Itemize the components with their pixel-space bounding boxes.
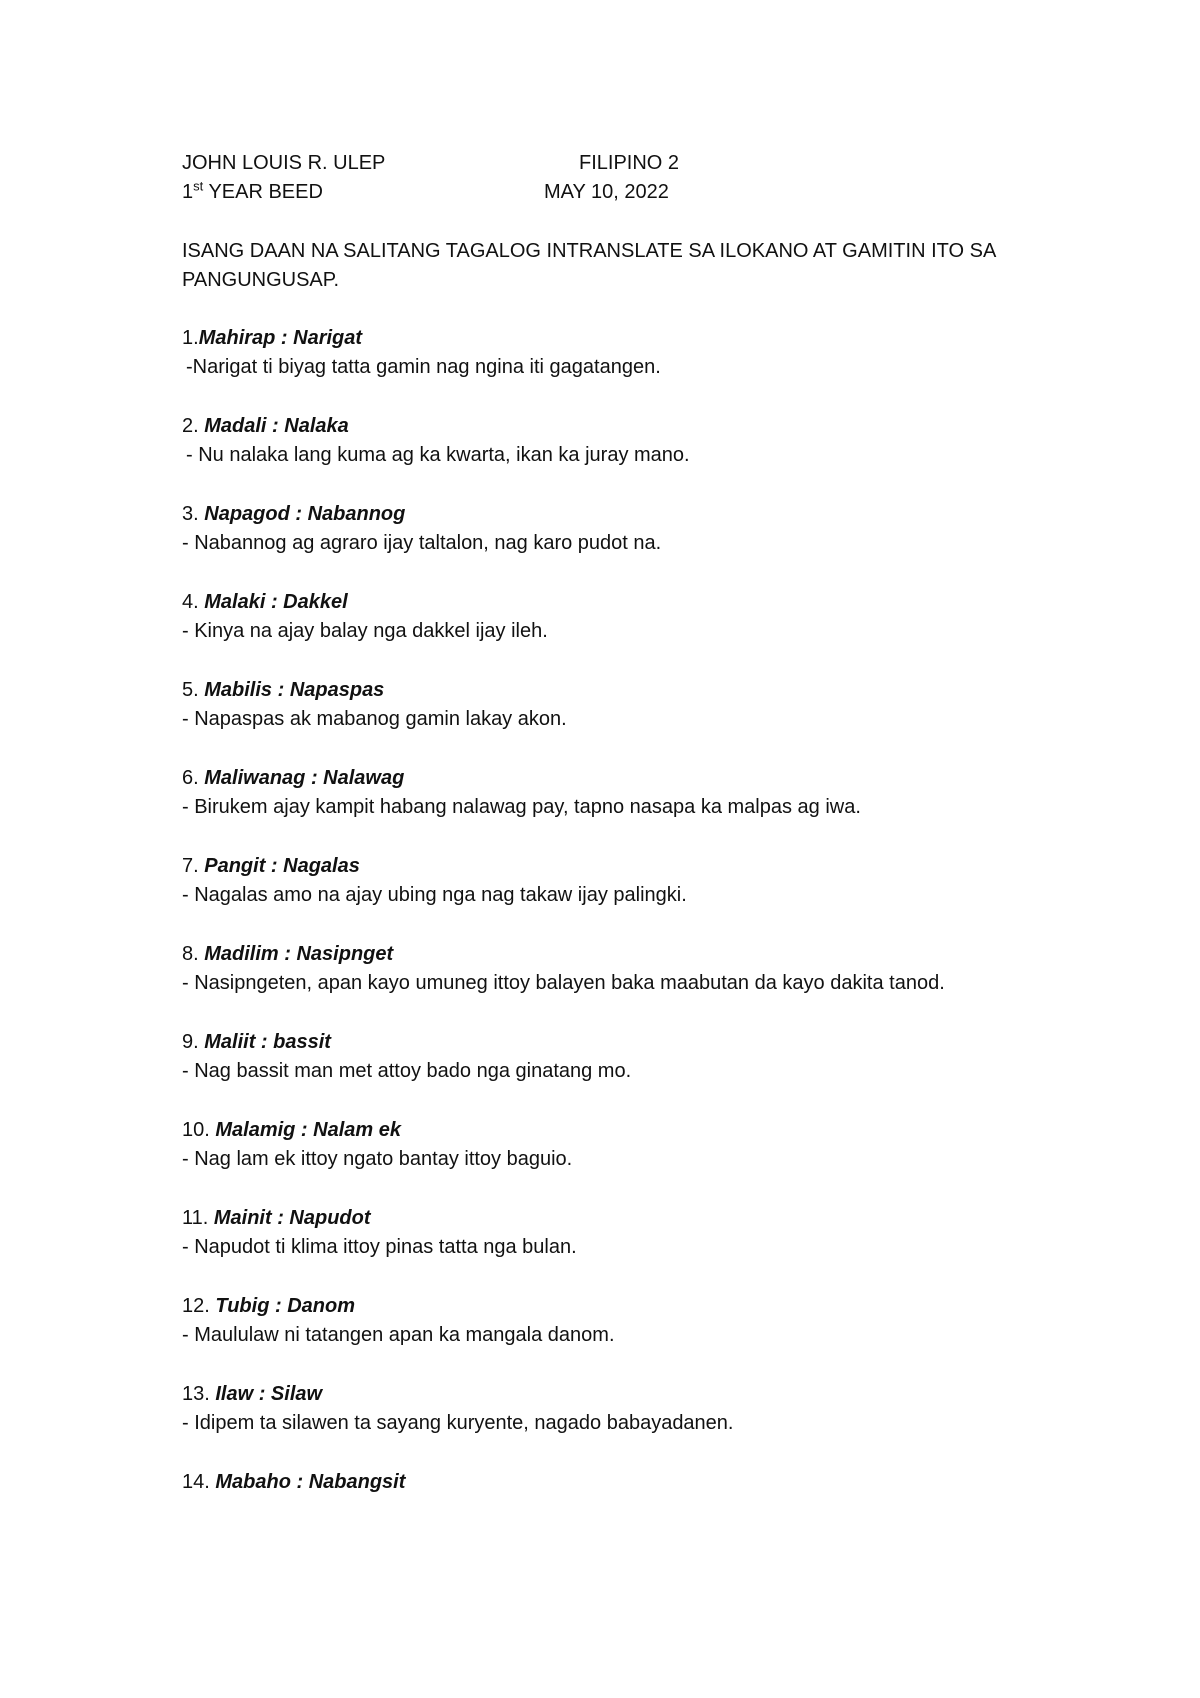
instructions: ISANG DAAN NA SALITANG TAGALOG INTRANSLATE SA ILOKANO AT GAMITIN ITO SA PANGUNGUSAP. bbox=[182, 240, 996, 291]
entry-sentence: - Nag bassit man met attoy bado nga ginatang mo. bbox=[182, 1060, 632, 1082]
term-line bbox=[182, 1292, 1062, 1321]
entry-term: Ilaw : Silaw bbox=[215, 1383, 323, 1405]
entry-sentence: -Narigat ti biyag tatta gamin nag ngina iti gagatangen. bbox=[186, 356, 661, 378]
entry-6 bbox=[182, 764, 1062, 822]
entry-number: 5. bbox=[182, 679, 205, 701]
term-line bbox=[182, 500, 1062, 529]
entry-number: 8. bbox=[182, 943, 205, 965]
entry-sentence: - Idipem ta silawen ta sayang kuryente, nagado babayadanen. bbox=[182, 1412, 734, 1434]
entry-9 bbox=[182, 1028, 1062, 1086]
year-prefix: 1 bbox=[182, 181, 194, 203]
year-level bbox=[182, 178, 323, 207]
term-line bbox=[182, 852, 1062, 881]
entry-5 bbox=[182, 676, 1062, 734]
entry-sentence: - Napudot ti klima ittoy pinas tatta nga bulan. bbox=[182, 1236, 577, 1258]
entry-12 bbox=[182, 1292, 1062, 1350]
entry-number: 7. bbox=[182, 855, 205, 877]
entry-number: 13. bbox=[182, 1383, 216, 1405]
student-name: JOHN LOUIS R. ULEP bbox=[182, 152, 386, 174]
entry-term: Mainit : Napudot bbox=[213, 1207, 371, 1229]
term-line bbox=[182, 588, 1062, 617]
entry-13 bbox=[182, 1380, 1062, 1438]
entry-term: Tubig : Danom bbox=[215, 1295, 355, 1317]
entry-10 bbox=[182, 1116, 1062, 1174]
term-line bbox=[182, 1380, 1062, 1409]
entry-number: 6. bbox=[182, 767, 205, 789]
header-line-2 bbox=[182, 178, 1062, 207]
entry-number: 10. bbox=[182, 1119, 216, 1141]
term-line bbox=[182, 1204, 1062, 1233]
entry-number: 14. bbox=[182, 1471, 216, 1493]
entry-term: Madilim : Nasipnget bbox=[204, 943, 394, 965]
entry-sentence: - Maululaw ni tatangen apan ka mangala danom. bbox=[182, 1324, 615, 1346]
term-line bbox=[182, 764, 1062, 793]
subject: FILIPINO 2 bbox=[579, 152, 680, 174]
entry-sentence: - Napaspas ak mabanog gamin lakay akon. bbox=[182, 708, 567, 730]
entry-term: Maliit : bassit bbox=[204, 1031, 331, 1053]
year-suffix: st bbox=[193, 178, 204, 194]
date: MAY 10, 2022 bbox=[544, 181, 669, 203]
entry-7 bbox=[182, 852, 1062, 910]
entry-term: Mabaho : Nabangsit bbox=[215, 1471, 406, 1493]
entry-number: 4. bbox=[182, 591, 205, 613]
entry-sentence: - Nasipngeten, apan kayo umuneg ittoy balayen baka maabutan da kayo dakita tanod. bbox=[182, 972, 945, 994]
entry-term: Napagod : Nabannog bbox=[204, 503, 406, 525]
entry-sentence: - Nu nalaka lang kuma ag ka kwarta, ikan ka juray mano. bbox=[186, 444, 690, 466]
entry-4 bbox=[182, 588, 1062, 646]
year-rest: YEAR BEED bbox=[203, 181, 323, 203]
entry-term: Maliwanag : Nalawag bbox=[204, 767, 405, 789]
entry-term: Malamig : Nalam ek bbox=[215, 1119, 401, 1141]
term-line bbox=[182, 1028, 1062, 1057]
entry-term: Madali : Nalaka bbox=[204, 415, 349, 437]
entry-8 bbox=[182, 940, 1062, 998]
entry-1 bbox=[182, 324, 1062, 382]
entry-term: Malaki : Dakkel bbox=[204, 591, 348, 613]
entry-number: 11. bbox=[182, 1207, 214, 1229]
term-line bbox=[182, 412, 1062, 441]
term-line bbox=[182, 676, 1062, 705]
term-line bbox=[182, 1468, 1062, 1497]
entry-term: Mabilis : Napaspas bbox=[204, 679, 385, 701]
term-line bbox=[182, 1116, 1062, 1145]
entry-number: 3. bbox=[182, 503, 205, 525]
document-content bbox=[182, 149, 1062, 1527]
entry-number: 12. bbox=[182, 1295, 216, 1317]
entry-14 bbox=[182, 1468, 1062, 1497]
entry-sentence: - Nagalas amo na ajay ubing nga nag takaw ijay palingki. bbox=[182, 884, 687, 906]
entry-number: 2. bbox=[182, 415, 205, 437]
entry-2 bbox=[182, 412, 1062, 470]
entry-number: 9. bbox=[182, 1031, 205, 1053]
entry-sentence: - Nabannog ag agraro ijay taltalon, nag karo pudot na. bbox=[182, 532, 662, 554]
term-line bbox=[182, 940, 1062, 969]
entry-3 bbox=[182, 500, 1062, 558]
header-line-1 bbox=[182, 149, 1062, 178]
entry-term: Pangit : Nagalas bbox=[204, 855, 360, 877]
entry-sentence: - Kinya na ajay balay nga dakkel ijay ileh. bbox=[182, 620, 548, 642]
term-line bbox=[182, 324, 1062, 353]
entry-11 bbox=[182, 1204, 1062, 1262]
entry-sentence: - Nag lam ek ittoy ngato bantay ittoy baguio. bbox=[182, 1148, 573, 1170]
entry-number: 1. bbox=[182, 327, 199, 349]
entry-term: Mahirap : Narigat bbox=[198, 327, 363, 349]
entry-sentence: - Birukem ajay kampit habang nalawag pay, tapno nasapa ka malpas ag iwa. bbox=[182, 796, 861, 818]
